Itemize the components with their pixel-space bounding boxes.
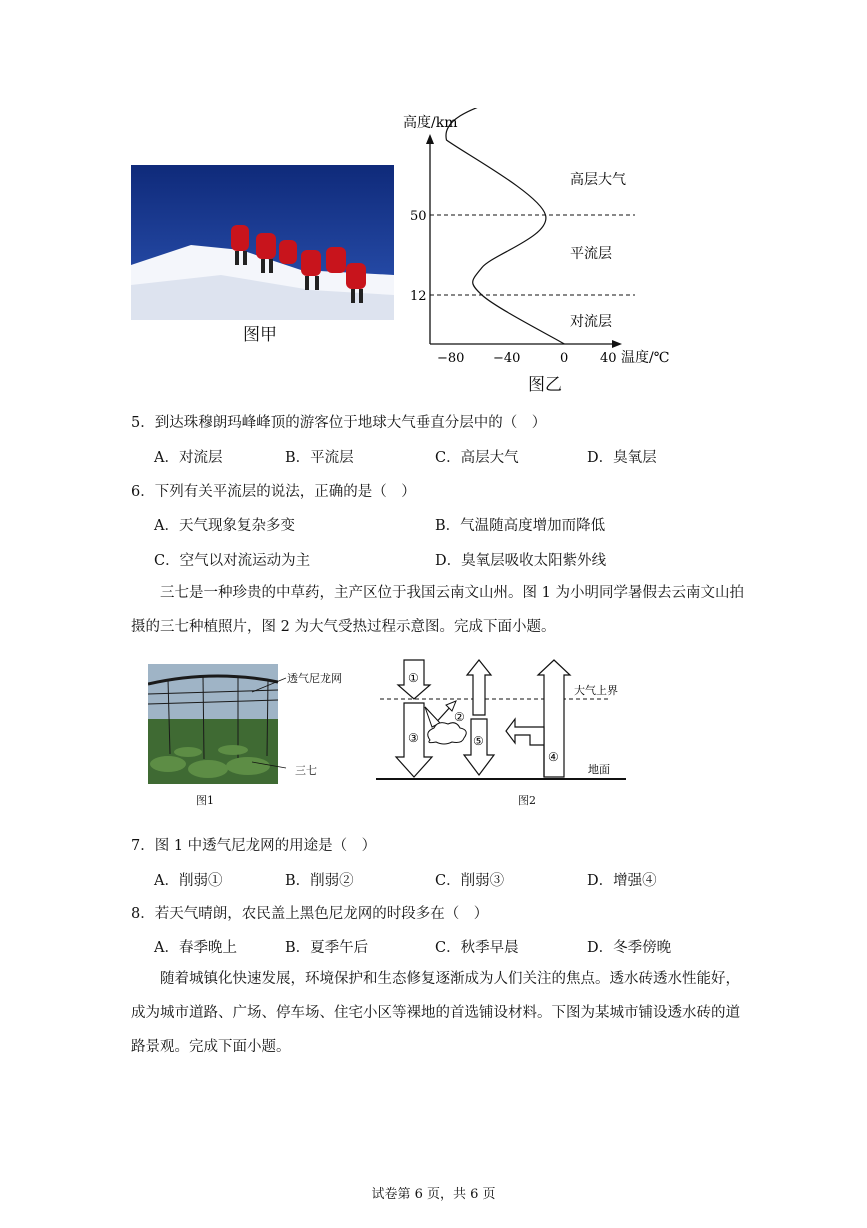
q5-option-d[interactable]: D．臭氧层 (587, 450, 657, 466)
photo-climbers (131, 165, 394, 320)
q7-option-c[interactable]: C．削弱③ (435, 873, 505, 889)
page-footer: 试卷第 6 页，共 6 页 (371, 1187, 496, 1202)
fig1-label-plant: 三七 (295, 764, 317, 777)
x-tick-neg40: −40 (493, 351, 521, 366)
label-atmosphere-top: 大气上界 (574, 684, 618, 697)
passage-permeable-brick: 随着城镇化快速发展，环境保护和生态修复逐渐成为人们关注的焦点。透水砖透水性能好，成为城市道路、广场、停车场、住宅小区等裸地的首选铺设材料。下图为某城市铺设透水砖的道路景观。完成下面小题。 (131, 971, 740, 1055)
q8-option-a[interactable]: A．春季晚上 (154, 940, 237, 956)
y-tick-12: 12 (410, 289, 427, 304)
label-circled-3: ③ (408, 731, 419, 745)
y-axis-label: 高度/km (403, 115, 458, 131)
q8-option-c[interactable]: C．秋季早晨 (435, 940, 519, 956)
temperature-curve (446, 108, 564, 344)
fig1-caption: 图1 (196, 794, 214, 807)
q6-option-c[interactable]: C．空气以对流运动为主 (154, 553, 311, 569)
q8-option-b[interactable]: B．夏季午后 (285, 940, 369, 956)
x-tick-0: 0 (560, 351, 569, 366)
label-circled-4: ④ (548, 750, 559, 764)
q6-option-a[interactable]: A．天气现象复杂多变 (154, 518, 295, 534)
photo-caption: 图甲 (243, 325, 277, 345)
y-axis-arrow (426, 134, 434, 144)
passage-sanqi: 三七是一种珍贵的中草药，主产区位于我国云南文山州。图 1 为小明同学暑假去云南文山拍摄的三七种植照片，图 2 为大气受热过程示意图。完成下面小题。 (131, 585, 744, 635)
layer-label-upper: 高层大气 (570, 172, 626, 188)
photo-climbers-image (131, 165, 394, 320)
label-circled-2: ② (454, 710, 465, 724)
question-7-stem: 7．图 1 中透气尼龙网的用途是（ ） (131, 838, 377, 854)
x-axis-label: 温度/℃ (621, 350, 670, 366)
chart-caption: 图乙 (528, 375, 562, 395)
q7-option-d[interactable]: D．增强④ (587, 873, 657, 889)
arrow-5-up (467, 660, 491, 715)
layer-label-strato: 平流层 (570, 246, 612, 262)
altitude-temperature-chart (395, 108, 690, 370)
question-5-stem: 5．到达珠穆朗玛峰峰顶的游客位于地球大气垂直分层中的（ ） (131, 415, 547, 431)
q5-option-b[interactable]: B．平流层 (285, 450, 354, 466)
q6-option-b[interactable]: B．气温随高度增加而降低 (435, 518, 606, 534)
atmosphere-heating-diagram (370, 655, 630, 790)
q5-option-c[interactable]: C．高层大气 (435, 450, 519, 466)
q7-option-a[interactable]: A．削弱① (154, 873, 223, 889)
q8-option-d[interactable]: D．冬季傍晚 (587, 940, 672, 956)
q7-option-b[interactable]: B．削弱② (285, 873, 354, 889)
fig2-caption: 图2 (518, 794, 536, 807)
label-ground: 地面 (588, 763, 610, 776)
q6-option-d[interactable]: D．臭氧层吸收太阳紫外线 (435, 553, 607, 569)
label-circled-1: ① (408, 671, 419, 685)
x-axis-arrow (612, 340, 622, 348)
fig1-label-net: 透气尼龙网 (287, 672, 342, 685)
layer-label-tropo: 对流层 (570, 314, 612, 330)
arrow-4-bent (506, 719, 544, 777)
x-tick-neg80: −80 (437, 351, 465, 366)
y-tick-50: 50 (410, 209, 427, 224)
question-8-stem: 8．若天气晴朗，农民盖上黑色尼龙网的时段多在（ ） (131, 906, 489, 922)
q5-option-a[interactable]: A．对流层 (154, 450, 223, 466)
x-tick-40: 40 (600, 351, 617, 366)
question-6-stem: 6．下列有关平流层的说法，正确的是（ ） (131, 484, 416, 500)
fig1-leader-lines (250, 672, 290, 772)
label-circled-5: ⑤ (473, 734, 484, 748)
